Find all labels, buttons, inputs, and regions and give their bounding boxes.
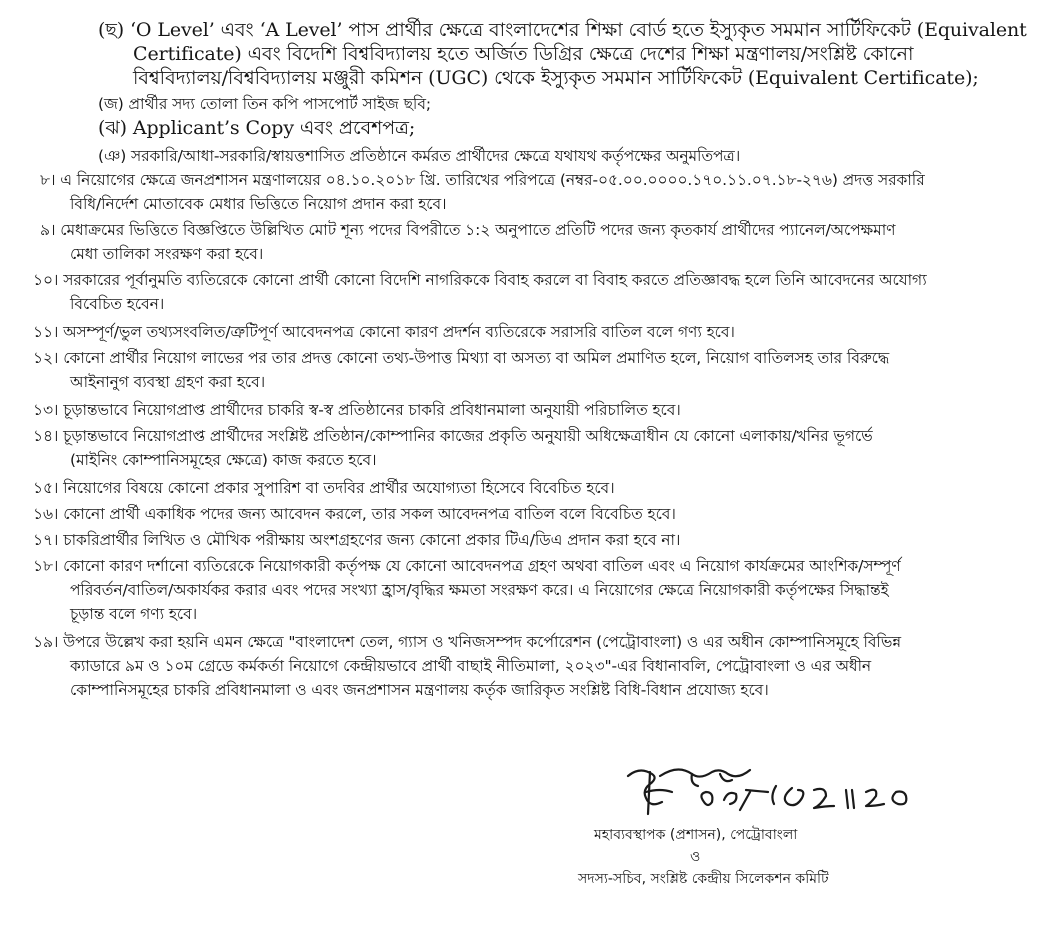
item-nya: (ঞ) সরকারি/আধা-সরকারি/স্বায়ত্তশাসিত প্রতিষ্ঠানে কর্মরত প্রার্থীদের ক্ষেত্রে যথাযথ কর্তৃপক্ষের অনুমতিপত্র। xyxy=(98,147,741,165)
handwritten-signature xyxy=(620,762,920,820)
signatory-committee-role: সদস্য-সচিব, সংশ্লিষ্ট কেন্দ্রীয় সিলেকশন কমিটি xyxy=(578,871,829,887)
item-ja: (জ) প্রার্থীর সদ্য তোলা তিন কপি পাসপোর্ট সাইজ ছবি; xyxy=(98,95,431,113)
para-16: ১৬। কোনো প্রার্থী একাধিক পদের জন্য আবেদন করলে, তার সকল আবেদনপত্র বাতিল বলে বিবেচিত হবে। xyxy=(33,505,676,523)
item-cha-line-3: বিশ্ববিদ্যালয়/বিশ্ববিদ্যালয় মঞ্জুরী কমিশন (UGC) থেকে ইস্যুকৃত সমমান সার্টিফিকেট (Equivalent Certificate); xyxy=(133,67,979,89)
para-19-line-1: ১৯। উপরে উল্লেখ করা হয়নি এমন ক্ষেত্রে "বাংলাদেশ তেল, গ্যাস ও খনিজসম্পদ কর্পোরেশন (পেট্রোবাংলা) ও এর অধীন কোম্পানিসমূহে বিভিন্ন xyxy=(33,633,902,651)
para-18-line-2: পরিবর্তন/বাতিল/অকার্যকর করার এবং পদের সংখ্যা হ্রাস/বৃদ্ধির ক্ষমতা সংরক্ষণ করে। এ নিয়োগের ক্ষেত্রে নিয়োগকারী কর্তৃপক্ষের সিদ্ধান্তই xyxy=(70,581,889,599)
para-12-line-2: আইনানুগ ব্যবস্থা গ্রহণ করা হবে। xyxy=(70,373,266,391)
signatory-conjunction: ও xyxy=(690,849,701,865)
para-10-line-1: ১০। সরকারের পূর্বানুমতি ব্যতিরেকে কোনো প্রার্থী কোনো বিদেশি নাগরিককে বিবাহ করলে বা বিবাহ করতে প্রতিজ্ঞাবদ্ধ হলে তিনি আবেদনের অযোগ্য xyxy=(33,271,927,289)
para-19-line-2: ক্যাডারে ৯ম ও ১০ম গ্রেডে কর্মকর্তা নিয়োগে কেন্দ্রীয়ভাবে প্রার্থী বাছাই নীতিমালা, ২০২৩"-এর বিধানাবলি, পেট্রোবাংলা ও এর অধীন xyxy=(70,657,872,675)
para-10-line-2: বিবেচিত হবেন। xyxy=(70,295,165,313)
para-18-line-3: চূড়ান্ত বলে গণ্য হবে। xyxy=(70,605,198,623)
para-9-line-1: ৯। মেধাক্রমের ভিত্তিতে বিজ্ঞপ্তিতে উল্লিখিত মোট শূন্য পদের বিপরীতে ১:২ অনুপাতে প্রতিটি পদের জন্য কৃতকার্য প্রার্থীদের প্যানেল/অপেক্ষমাণ xyxy=(40,221,896,239)
item-jha: (ঝ) Applicant’s Copy এবং প্রবেশপত্র; xyxy=(98,117,416,139)
para-19-line-3: কোম্পানিসমূহের চাকরি প্রবিধানমালা ও এবং জনপ্রশাসন মন্ত্রণালয় কর্তৃক জারিকৃত সংশ্লিষ্ট বিধি-বিধান প্রযোজ্য হবে। xyxy=(70,681,769,699)
item-cha-line-1: (ছ) ‘O Level’ এবং ‘A Level’ পাস প্রার্থীর ক্ষেত্রে বাংলাদেশের শিক্ষা বোর্ড হতে ইস্যুকৃত সমমান সার্টিফিকেট (Equivalent xyxy=(98,19,1027,41)
para-12-line-1: ১২। কোনো প্রার্থীর নিয়োগ লাভের পর তার প্রদত্ত কোনো তথ্য-উপাত্ত মিথ্যা বা অসত্য বা অমিল প্রমাণিত হলে, নিয়োগ বাতিলসহ তার বিরুদ্ধে xyxy=(33,349,890,367)
para-17: ১৭। চাকরিপ্রার্থীর লিখিত ও মৌখিক পরীক্ষায় অংশগ্রহণের জন্য কোনো প্রকার টিএ/ডিএ প্রদান করা হবে না। xyxy=(33,531,681,549)
para-13: ১৩। চূড়ান্তভাবে নিয়োগপ্রাপ্ত প্রার্থীদের চাকরি স্ব-স্ব প্রতিষ্ঠানের চাকরি প্রবিধানমালা অনুযায়ী পরিচালিত হবে। xyxy=(33,401,681,419)
para-9-line-2: মেধা তালিকা সংরক্ষণ করা হবে। xyxy=(70,245,264,263)
para-8-line-1: ৮। এ নিয়োগের ক্ষেত্রে জনপ্রশাসন মন্ত্রণালয়ের ০৪.১০.২০১৮ খ্রি. তারিখের পরিপত্রে (নম্বর-০৫.০০.০০০০.১৭০.১১.০৭.১৮-২৭৬) প্রদত্ত সরকারি xyxy=(40,171,925,189)
para-18-line-1: ১৮। কোনো কারণ দর্শানো ব্যতিরেকে নিয়োগকারী কর্তৃপক্ষ যে কোনো আবেদনপত্র গ্রহণ অথবা বাতিল এবং এ নিয়োগ কার্যক্রমের আংশিক/সম্পূর্ণ xyxy=(33,557,901,575)
para-15: ১৫। নিয়োগের বিষয়ে কোনো প্রকার সুপারিশ বা তদবির প্রার্থীর অযোগ্যতা হিসেবে বিবেচিত হবে। xyxy=(33,479,615,497)
para-14-line-2: (মাইনিং কোম্পানিসমূহের ক্ষেত্রে) কাজ করতে হবে। xyxy=(70,451,377,469)
signatory-designation: মহাব্যবস্থাপক (প্রশাসন), পেট্রোবাংলা xyxy=(594,827,798,843)
para-11: ১১। অসম্পূর্ণ/ভুল তথ্যসংবলিত/ত্রুটিপূর্ণ আবেদনপত্র কোনো কারণ প্রদর্শন ব্যতিরেকে সরাসরি বাতিল বলে গণ্য হবে। xyxy=(33,323,735,341)
para-8-line-2: বিধি/নির্দেশ মোতাবেক মেধার ভিত্তিতে নিয়োগ প্রদান করা হবে। xyxy=(70,195,447,213)
item-cha-line-2: Certificate) এবং বিদেশি বিশ্ববিদ্যালয় হতে অর্জিত ডিগ্রির ক্ষেত্রে দেশের শিক্ষা মন্ত্রণালয়/সংশ্লিষ্ট কোনো xyxy=(133,43,914,65)
para-14-line-1: ১৪। চূড়ান্তভাবে নিয়োগপ্রাপ্ত প্রার্থীদের সংশ্লিষ্ট প্রতিষ্ঠান/কোম্পানির কাজের প্রকৃতি অনুযায়ী অধিক্ষেত্রাধীন যে কোনো এলাকায়/খনির ভূগর্ভে xyxy=(33,427,873,445)
